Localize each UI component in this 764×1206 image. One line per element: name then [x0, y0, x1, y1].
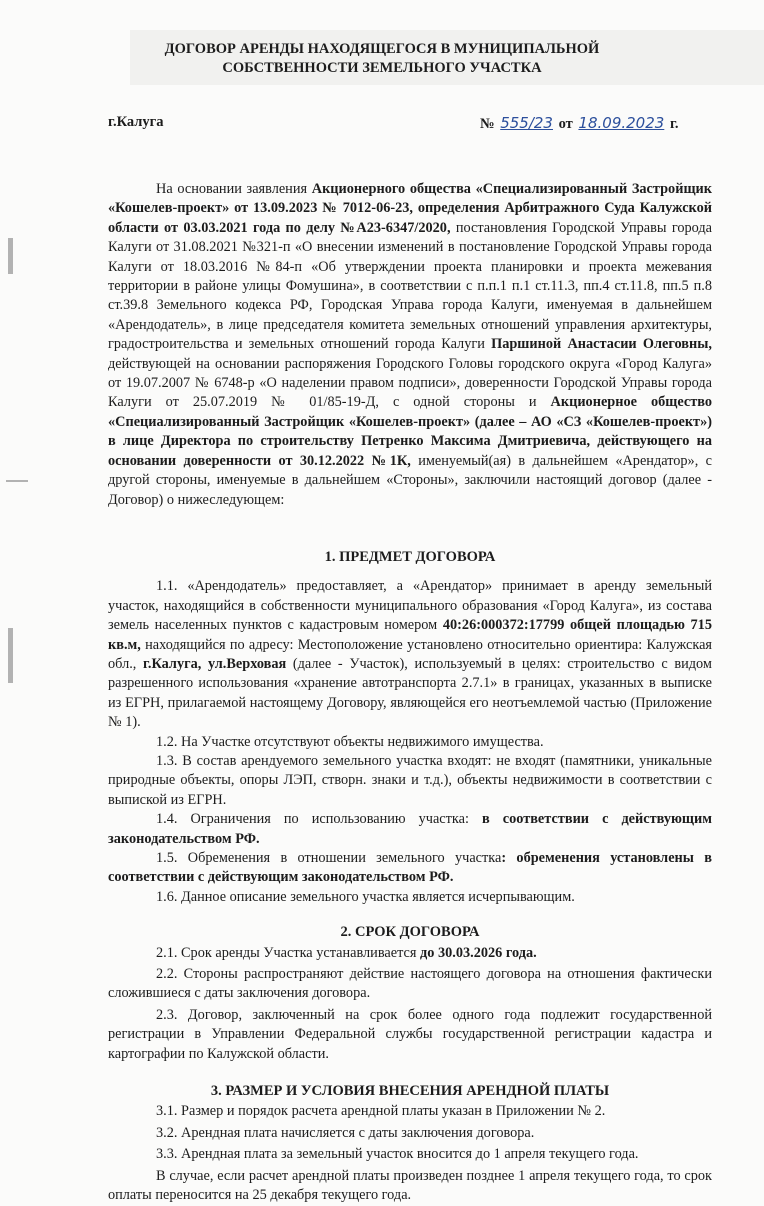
- text-segment: 2.3. Договор, заключенный на срок более одного года подлежит государственной регистрации в Управлении Федеральной службы государственной регистрации кадастра и картографии по Калужской области.: [108, 1006, 712, 1062]
- number-prefix: №: [480, 116, 495, 132]
- text-segment: 1.4. Ограничения по использованию участка:: [156, 811, 482, 828]
- scan-artifact: [6, 480, 28, 482]
- text-segment: 3.3. Арендная плата за земельный участок вносится до 1 апреля текущего года.: [156, 1146, 639, 1163]
- section-heading: 2. СРОК ДОГОВОРА: [340, 924, 480, 941]
- text-segment: в соответствии с действующим законодательством РФ.: [108, 811, 712, 847]
- contract-number: 555/23: [500, 114, 553, 132]
- text-segment: В случае, если расчет арендной платы произведен позднее 1 апреля текущего года, то срок оплаты переносится на 25 декабря текущего года.: [108, 1167, 712, 1204]
- clause-paragraph: [108, 733, 712, 752]
- document-title: [0, 40, 764, 78]
- text-segment: до 30.03.2026 года.: [420, 944, 537, 961]
- text-segment: 1.2. На Участке отсутствуют объекты недвижимого имущества.: [156, 733, 544, 750]
- text-segment: 1.5. Обременения в отношении земельного участка: [156, 850, 502, 866]
- text-segment: постановления Городской Управы города Калуги от 31.08.2021 №321-п «О внесении изменений в постановление Городской Управы города Калуги от 18.03.2016 №84-п «Об утверждении проекта планировки и проекта межевания территории в районе улицы Фомушина», в соответствии с п.п.1 п.1 ст.11.3, пп.4 ст.11.8, пп.5 п.8 ст.39.8 Земельного кодекса РФ, Городская Управа города Калуги, именуемая в дальнейшем «Арендодатель», в лице председателя комитета земельных отношений управления архитектуры, градостроительства и земельных отношений города Калуги: [108, 219, 712, 353]
- clause-paragraph: [108, 888, 712, 907]
- title-line-1: ДОГОВОР АРЕНДЫ НАХОДЯЩЕГОСЯ В МУНИЦИПАЛЬНОЙ: [164, 41, 600, 57]
- clause-paragraph: [108, 965, 712, 1004]
- text-segment: 1.1. «Арендодатель» предоставляет, а «Арендатор» принимает в аренду земельный участок, находящийся в собственности муниципального образования «Город Калуга», из состава земель населенных пунктов с кадастровым номером: [108, 578, 712, 634]
- clause-paragraph: [108, 577, 712, 732]
- text-segment: находящийся по адресу: Местоположение установлено относительно ориентира: Калужская обл.,: [108, 636, 712, 672]
- text-segment: : обременения установлены в соответствии с действующим законодательством РФ.: [108, 850, 712, 886]
- clause-paragraph: [108, 1124, 712, 1143]
- text-segment: 1.3. В состав арендуемого земельного участка входят: не входят (памятники, уникальные природные объекты, опоры ЛЭП, створн. знаки и т.д.), объекты недвижимости в соответствии с выпиской из ЕГРН.: [108, 752, 712, 808]
- text-segment: именуемый(ая) в дальнейшем «Арендатор», с другой стороны, именуемые в дальнейшем «Стороны», заключили настоящий договор (далее - Договор) о нижеследующем:: [108, 452, 712, 508]
- date-suffix: г.: [669, 116, 679, 132]
- clause-paragraph: [108, 1145, 712, 1164]
- city: г.Калуга: [108, 114, 164, 130]
- text-segment: действующей на основании распоряжения Городского Головы городского округа «Город Калуга» от 19.07.2007 № 6748-р «О наделении правом подписи», доверенности Городской Управы города Калуги от 25.07.2019 № 01/85-19-Д, с одной стороны и: [108, 355, 712, 411]
- sections: [108, 548, 712, 1206]
- clause-paragraph: [108, 944, 712, 963]
- text-segment: 2.1. Срок аренды Участка устанавливается: [156, 944, 420, 961]
- scan-artifact: [8, 238, 13, 274]
- text-segment: (далее - Участок), используемый в целях: строительство с видом разрешенного использования «хранение автотранспорта 2.7.1» в границах, указанных в выписке из ЕГРН, прилагаемой настоящему Договору, являющейся его неотъемлемой частью (Приложение № 1).: [108, 655, 712, 731]
- clause-paragraph: [108, 752, 712, 810]
- preamble-paragraph: [108, 180, 712, 510]
- section-heading: 1. ПРЕДМЕТ ДОГОВОРА: [324, 548, 496, 565]
- text-segment: 2.2. Стороны распространяют действие настоящего договора на отношения фактически сложившиеся с даты заключения договора.: [108, 966, 712, 1002]
- clause-paragraph: [108, 849, 712, 888]
- document-body: [108, 180, 712, 1206]
- clause-paragraph: [108, 1167, 712, 1206]
- text-segment: Паршиной Анастасии Олеговны,: [491, 336, 712, 353]
- text-segment: 1.6. Данное описание земельного участка является исчерпывающим.: [156, 888, 575, 905]
- scan-artifact: [8, 628, 13, 683]
- contract-number-line: [480, 114, 679, 133]
- date-prefix: от: [558, 116, 573, 132]
- clause-paragraph: [108, 810, 712, 849]
- section-heading: 3. РАЗМЕР И УСЛОВИЯ ВНЕСЕНИЯ АРЕНДНОЙ ПЛАТЫ: [210, 1083, 610, 1100]
- text-segment: На основании заявления: [156, 181, 312, 197]
- clause-paragraph: [108, 1006, 712, 1064]
- text-segment: г.Калуга, ул.Верховая: [143, 655, 287, 672]
- clause-paragraph: [108, 1102, 712, 1121]
- text-segment: 3.1. Размер и порядок расчета арендной платы указан в Приложении № 2.: [156, 1103, 606, 1120]
- text-segment: 3.2. Арендная плата начисляется с даты заключения договора.: [156, 1124, 535, 1141]
- title-line-2: СОБСТВЕННОСТИ ЗЕМЕЛЬНОГО УЧАСТКА: [222, 60, 542, 76]
- text-segment: Акционерного общества «Специализированный Застройщик «Кошелев-проект» от 13.09.2023 № 7012-06-23, определения Арбитражного Суда Калужской области от 03.03.2021 года по делу №А23-6347/2020,: [108, 181, 712, 236]
- text-segment: Акционерное общество «Специализированный Застройщик «Кошелев-проект» (далее – АО «СЗ «Кошелев-проект») в лице Директора по строительству Петренко Максима Дмитриевича, действующего на основании доверенности от 30.12.2022 №1К,: [108, 394, 712, 469]
- text-segment: 40:26:000372:17799 общей площадью 715 кв.м,: [108, 617, 712, 653]
- contract-date: 18.09.2023: [578, 114, 665, 132]
